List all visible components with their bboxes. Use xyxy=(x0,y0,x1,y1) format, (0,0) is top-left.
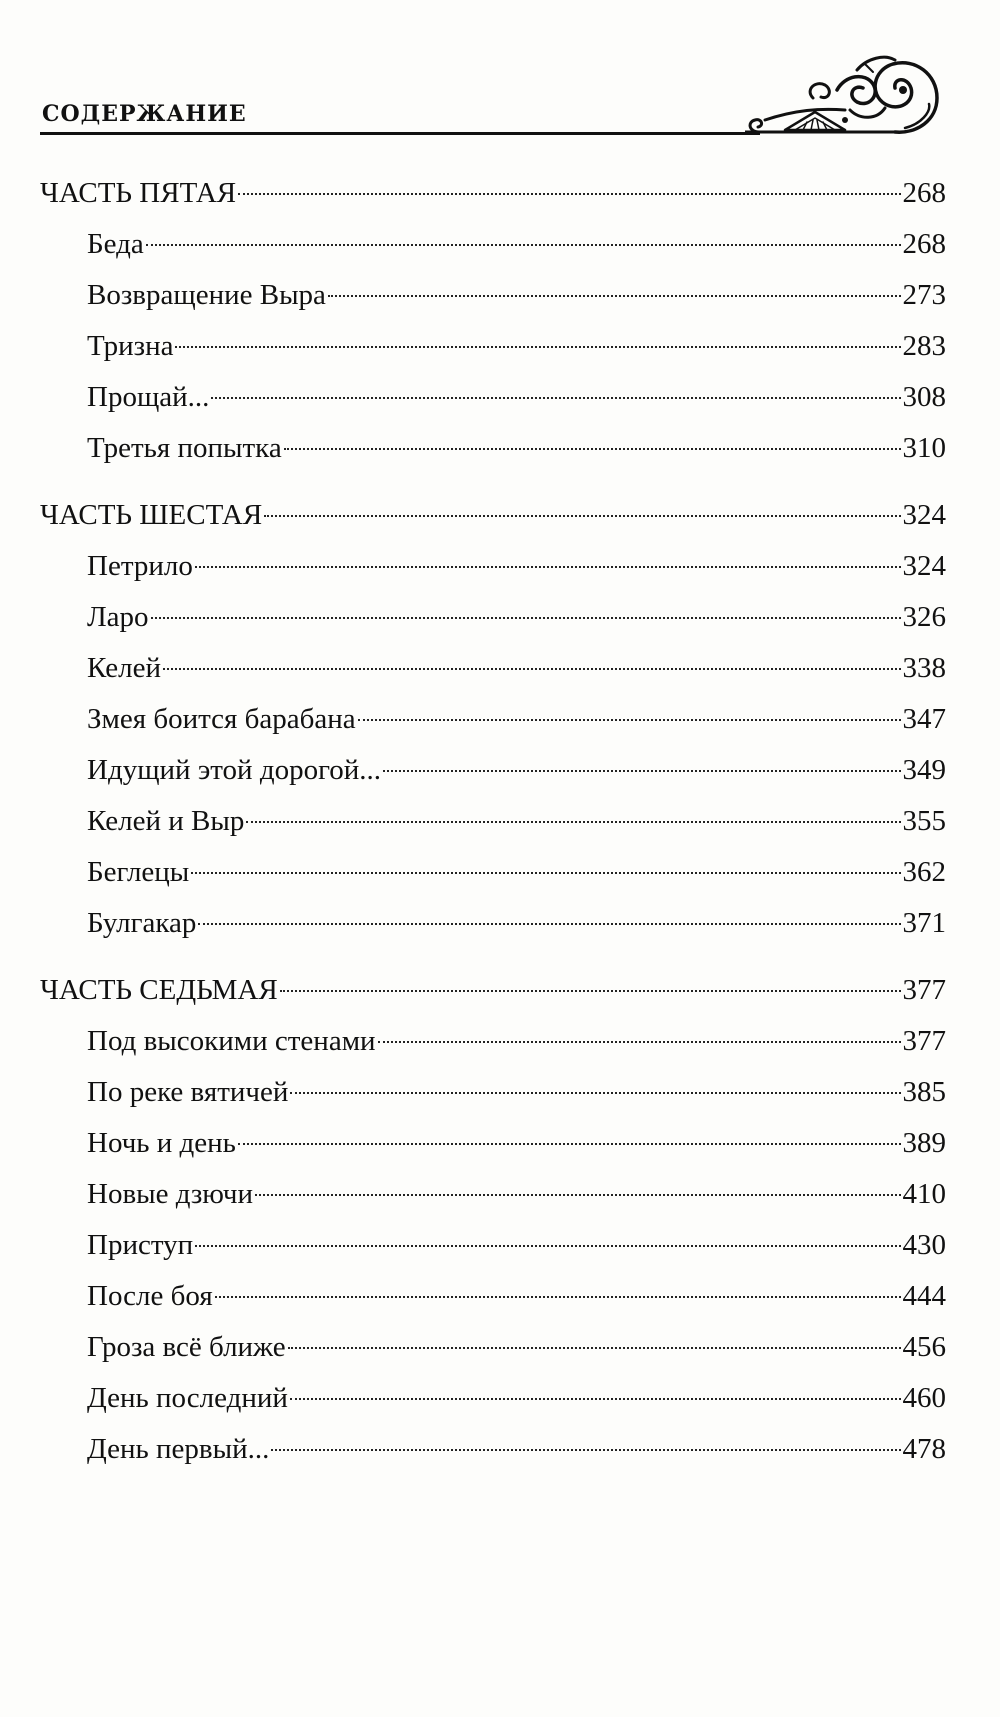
chapter-title: Приступ xyxy=(87,1229,194,1261)
chapter-title: Гроза всё ближе xyxy=(87,1331,286,1363)
toc-chapter-row[interactable] xyxy=(40,847,946,898)
dot-leader xyxy=(195,566,901,568)
page-number: 338 xyxy=(902,652,946,684)
page-number: 326 xyxy=(902,601,946,633)
page-number: 385 xyxy=(902,1076,946,1108)
chapter-title: Келей xyxy=(87,652,161,684)
chapter-title: Возвращение Выра xyxy=(87,279,326,311)
chapter-title: День первый... xyxy=(87,1433,270,1465)
page-number: 268 xyxy=(902,228,946,260)
chapter-title: Булгакар xyxy=(87,907,197,939)
toc-chapter-row[interactable] xyxy=(40,372,946,423)
toc-chapter-row[interactable] xyxy=(40,898,946,949)
dot-leader xyxy=(290,1092,900,1094)
page-number: 410 xyxy=(902,1178,946,1210)
contents-header xyxy=(40,50,948,150)
chapter-title: Идущий этой дорогой... xyxy=(87,754,382,786)
page-number: 273 xyxy=(902,279,946,311)
dot-leader xyxy=(238,193,900,195)
chapter-title: Третья попытка xyxy=(87,432,282,464)
chapter-title: Под высокими стенами xyxy=(87,1025,376,1057)
dot-leader xyxy=(175,346,900,348)
toc-chapter-row[interactable] xyxy=(40,796,946,847)
dot-leader xyxy=(195,1245,900,1247)
dot-leader xyxy=(264,515,900,517)
dot-leader xyxy=(378,1041,901,1043)
chapter-title: Беда xyxy=(87,228,144,260)
table-of-contents xyxy=(40,168,946,1475)
page-number: 444 xyxy=(902,1280,946,1312)
page-number: 324 xyxy=(902,499,946,531)
dot-leader xyxy=(255,1194,901,1196)
dot-leader xyxy=(215,1296,901,1298)
dot-leader xyxy=(146,244,901,246)
toc-part-row[interactable] xyxy=(40,965,946,1016)
dot-leader xyxy=(280,990,901,992)
toc-chapter-row[interactable] xyxy=(40,1424,946,1475)
toc-chapter-row[interactable] xyxy=(40,1322,946,1373)
chapter-title: Ночь и день xyxy=(87,1127,236,1159)
dot-leader xyxy=(238,1143,901,1145)
dot-leader xyxy=(163,668,901,670)
toc-chapter-row[interactable] xyxy=(40,1373,946,1424)
page-number: 310 xyxy=(902,432,946,464)
part-title: ЧАСТЬ ШЕСТАЯ xyxy=(40,499,263,531)
page-number: 389 xyxy=(902,1127,946,1159)
dot-leader xyxy=(358,719,901,721)
chapter-title: День последний xyxy=(87,1382,288,1414)
page-number: 362 xyxy=(902,856,946,888)
page-number: 456 xyxy=(902,1331,946,1363)
toc-chapter-row[interactable] xyxy=(40,1067,946,1118)
dot-leader xyxy=(328,295,901,297)
page-number: 377 xyxy=(902,1025,946,1057)
toc-chapter-row[interactable] xyxy=(40,1118,946,1169)
page-number: 371 xyxy=(902,907,946,939)
dot-leader xyxy=(191,872,900,874)
page-number: 460 xyxy=(902,1382,946,1414)
chapter-title: Тризна xyxy=(87,330,174,362)
page-number: 324 xyxy=(902,550,946,582)
chapter-title: Келей и Выр xyxy=(87,805,245,837)
page-title: содержание xyxy=(42,93,247,129)
header-rule xyxy=(40,132,760,135)
dot-leader xyxy=(288,1347,901,1349)
dot-leader xyxy=(246,821,900,823)
dot-leader xyxy=(151,617,901,619)
toc-chapter-row[interactable] xyxy=(40,1016,946,1067)
toc-chapter-row[interactable] xyxy=(40,219,946,270)
toc-chapter-row[interactable] xyxy=(40,541,946,592)
dot-leader xyxy=(198,923,900,925)
page-number: 377 xyxy=(902,974,946,1006)
chapter-title: По реке вятичей xyxy=(87,1076,289,1108)
page-number: 268 xyxy=(902,177,946,209)
page-number: 283 xyxy=(902,330,946,362)
scroll-ornament-icon xyxy=(745,50,950,145)
part-title: ЧАСТЬ ПЯТАЯ xyxy=(40,177,237,209)
toc-chapter-row[interactable] xyxy=(40,694,946,745)
toc-chapter-row[interactable] xyxy=(40,745,946,796)
chapter-title: Новые дзючи xyxy=(87,1178,253,1210)
toc-chapter-row[interactable] xyxy=(40,270,946,321)
toc-chapter-row[interactable] xyxy=(40,423,946,474)
page-number: 349 xyxy=(902,754,946,786)
dot-leader xyxy=(383,770,900,772)
toc-chapter-row[interactable] xyxy=(40,1169,946,1220)
dot-leader xyxy=(290,1398,901,1400)
dot-leader xyxy=(211,397,900,399)
toc-part-row[interactable] xyxy=(40,490,946,541)
toc-chapter-row[interactable] xyxy=(40,592,946,643)
chapter-title: Ларо xyxy=(87,601,149,633)
toc-chapter-row[interactable] xyxy=(40,1271,946,1322)
toc-chapter-row[interactable] xyxy=(40,643,946,694)
dot-leader xyxy=(284,448,901,450)
dot-leader xyxy=(271,1449,900,1451)
page-number: 355 xyxy=(902,805,946,837)
chapter-title: Беглецы xyxy=(87,856,190,888)
chapter-title: Прощай... xyxy=(87,381,210,413)
page-number: 430 xyxy=(902,1229,946,1261)
part-title: ЧАСТЬ СЕДЬМАЯ xyxy=(40,974,278,1006)
toc-chapter-row[interactable] xyxy=(40,1220,946,1271)
chapter-title: После боя xyxy=(87,1280,213,1312)
chapter-title: Змея боится барабана xyxy=(87,703,356,735)
page-number: 308 xyxy=(902,381,946,413)
toc-part-row[interactable] xyxy=(40,168,946,219)
page-number: 347 xyxy=(902,703,946,735)
chapter-title: Петрило xyxy=(87,550,193,582)
page-number: 478 xyxy=(902,1433,946,1465)
toc-chapter-row[interactable] xyxy=(40,321,946,372)
